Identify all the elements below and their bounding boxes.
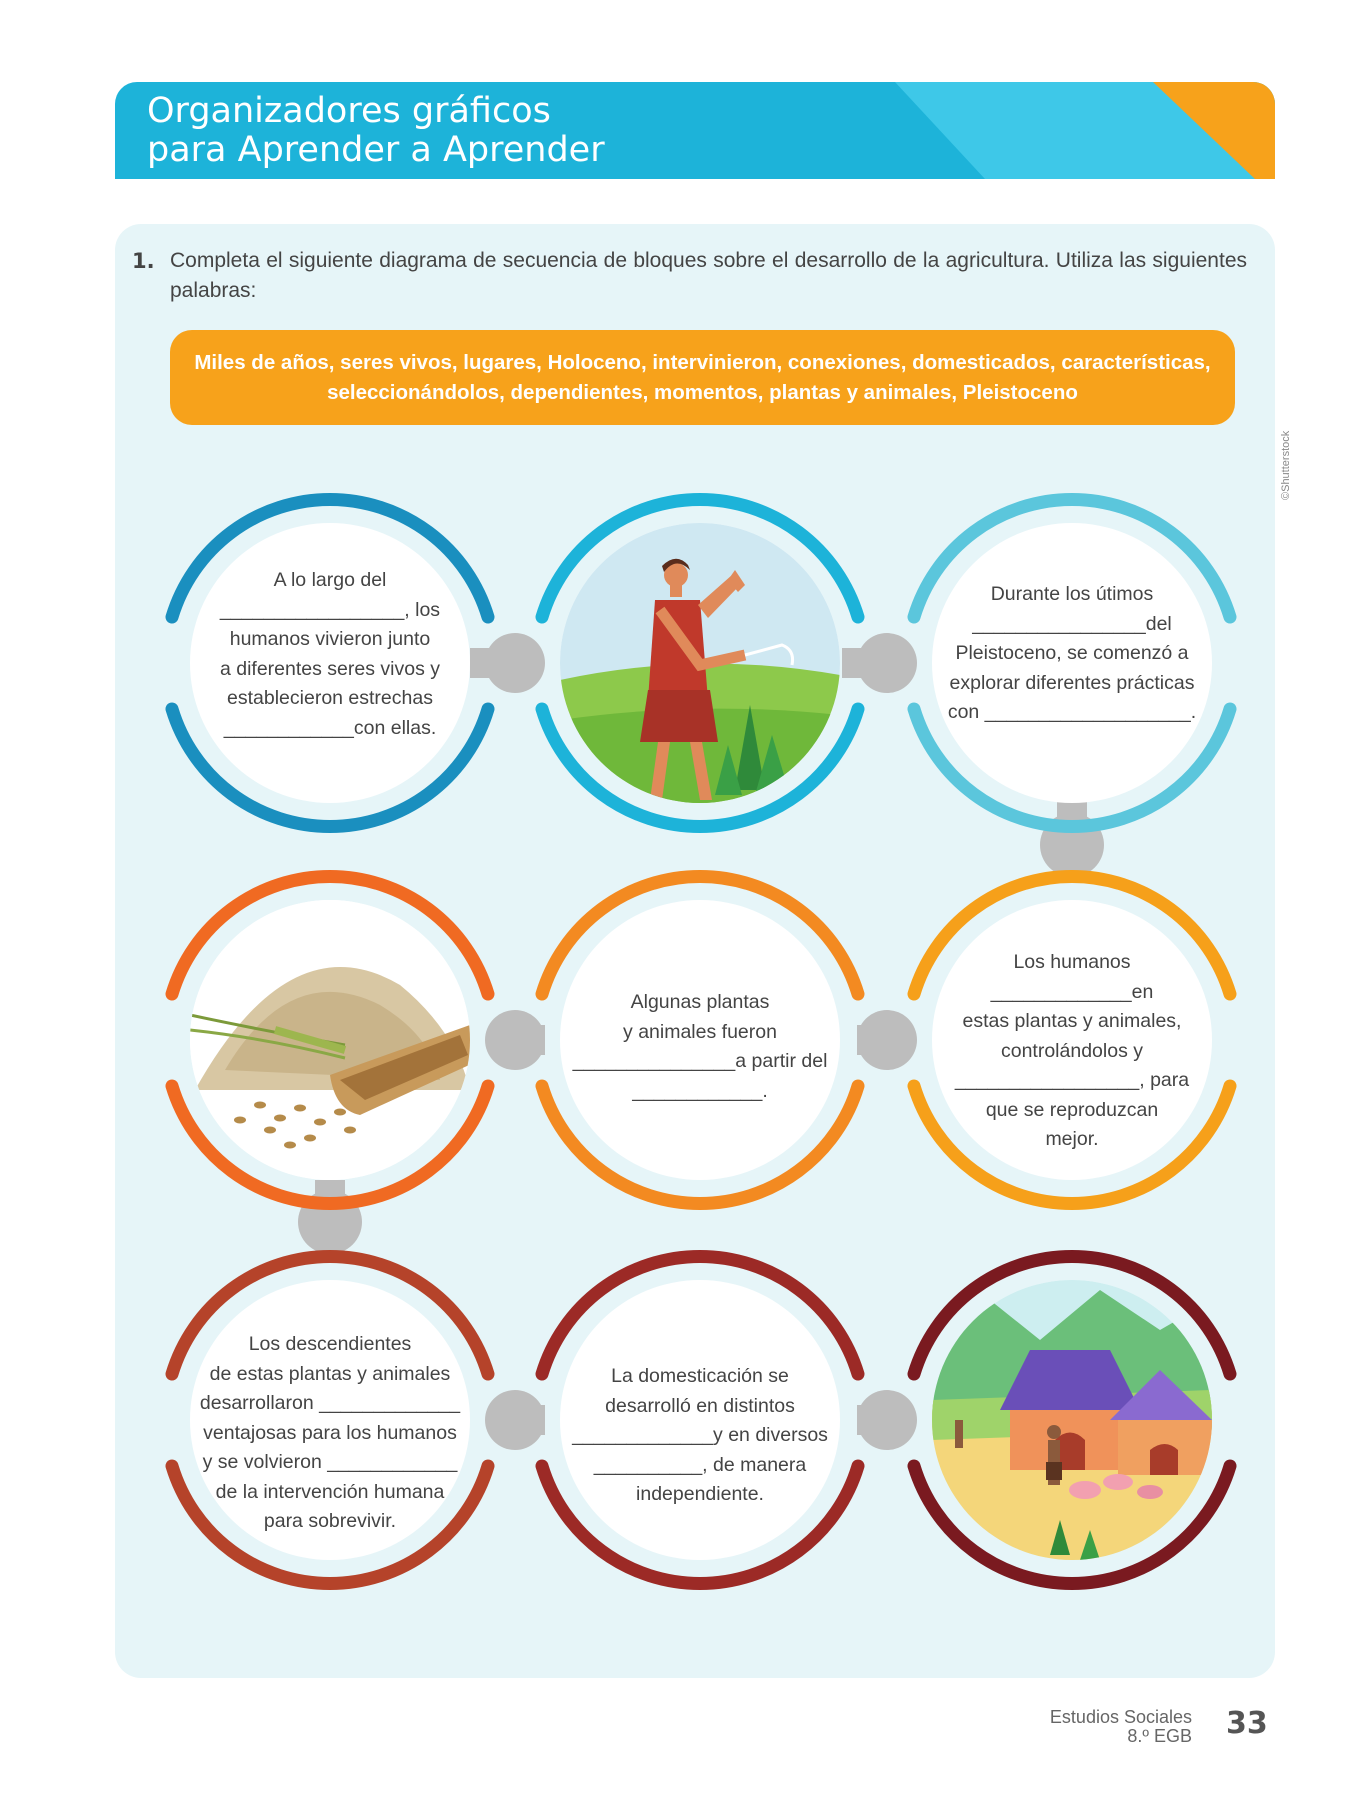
footer-grade: 8.º EGB	[1127, 1726, 1192, 1746]
circle-5-line: _______________a partir del	[572, 1050, 828, 1072]
circle-1-text	[205, 566, 455, 743]
circle-7-line: de estas plantas y animales	[209, 1362, 451, 1385]
circle-7-line: y se volvieron ____________	[202, 1451, 458, 1473]
circle-8-text	[565, 1362, 835, 1510]
grain-photo	[190, 900, 480, 1180]
dua-label: DUA	[1061, 20, 1119, 48]
circle-8-line: La domesticación se	[611, 1365, 789, 1387]
circle-3-line: con ___________________.	[947, 701, 1197, 723]
instruction-number: 1.	[132, 249, 155, 273]
title-line-2: para Aprender a Aprender	[147, 130, 605, 170]
connector-1-2-bar	[470, 648, 530, 678]
circle-1-line: humanos vivieron junto	[229, 628, 431, 650]
circle-7-text	[195, 1330, 465, 1537]
village-illustration	[932, 1280, 1212, 1560]
circle-6-line: _____________en	[990, 980, 1154, 1003]
circle-6-line: _________________, para	[954, 1069, 1190, 1091]
circle-1-line: _________________, los	[219, 598, 441, 621]
page-number: 33	[1226, 1706, 1268, 1741]
circle-7-line: Los descendientes	[248, 1333, 412, 1355]
connector-8-9-bar	[857, 1405, 902, 1435]
circle-7-line: de la intervención humana	[215, 1480, 445, 1503]
circle-3-line: Durante los útimos	[990, 583, 1154, 605]
circle-5-line: Algunas plantas	[630, 991, 770, 1013]
circle-7-line: desarrollaron _____________	[199, 1392, 461, 1414]
circle-8-line: independiente.	[636, 1483, 764, 1505]
circle-3-text	[937, 580, 1207, 728]
connector-2-3-bar	[842, 648, 902, 678]
circle-1-line: A lo largo del	[273, 569, 387, 591]
circle-5-text	[565, 988, 835, 1106]
circle-1-line: ____________con ellas.	[223, 716, 437, 739]
dua-subtitle: Acción y expresión	[989, 50, 1191, 72]
circle-8-line: desarrolló en distintos	[605, 1394, 795, 1417]
footer-subject-name: Estudios Sociales	[1049, 1707, 1192, 1727]
circle-7-line: ventajosas para los humanos	[203, 1421, 457, 1444]
instruction-text: Completa el siguiente diagrama de secuencia de bloques sobre el desarrollo de la agricultura. Utiliza las siguientes palabras:	[170, 249, 1247, 302]
footer-subject	[960, 1708, 1192, 1746]
circle-6-line: Los humanos	[1013, 951, 1131, 973]
image-credit: ©Shutterstock	[1280, 430, 1292, 500]
circle-5-line: ____________.	[632, 1079, 768, 1102]
circle-6-text	[947, 948, 1197, 1155]
circle-3-line: explorar diferentes prácticas	[949, 671, 1195, 694]
circle-3-line: ________________del	[972, 612, 1172, 635]
circle-1-line: a diferentes seres vivos y	[219, 657, 440, 680]
circle-6-line: mejor.	[1045, 1128, 1099, 1150]
circle-6-line: estas plantas y animales,	[962, 1010, 1182, 1032]
circle-3-line: Pleistoceno, se comenzó a	[955, 642, 1189, 664]
connector-4-5-bar	[500, 1025, 545, 1055]
circle-5-line: y animales fueron	[623, 1020, 777, 1043]
circle-8-line: __________, de manera	[593, 1453, 807, 1476]
title-line-1: Organizadores gráficos	[147, 91, 551, 131]
word-bank-text: Miles de años, seres vivos, lugares, Holoceno, intervinieron, conexiones, domesticados, características, seleccionándolos, dependientes, momentos, plantas y animales, Pleistoceno	[194, 350, 1211, 404]
hunter-illustration	[560, 523, 840, 803]
circle-6-line: que se reproduzcan	[985, 1098, 1159, 1121]
connector-5-6-bar	[857, 1025, 902, 1055]
circle-7-line: para sobrevivir.	[263, 1510, 397, 1532]
connector-7-8-bar	[500, 1405, 545, 1435]
circle-6-line: controlándolos y	[1000, 1039, 1143, 1062]
circle-1-line: establecieron estrechas	[227, 687, 433, 709]
circle-8-line: _____________y en diversos	[572, 1424, 828, 1446]
